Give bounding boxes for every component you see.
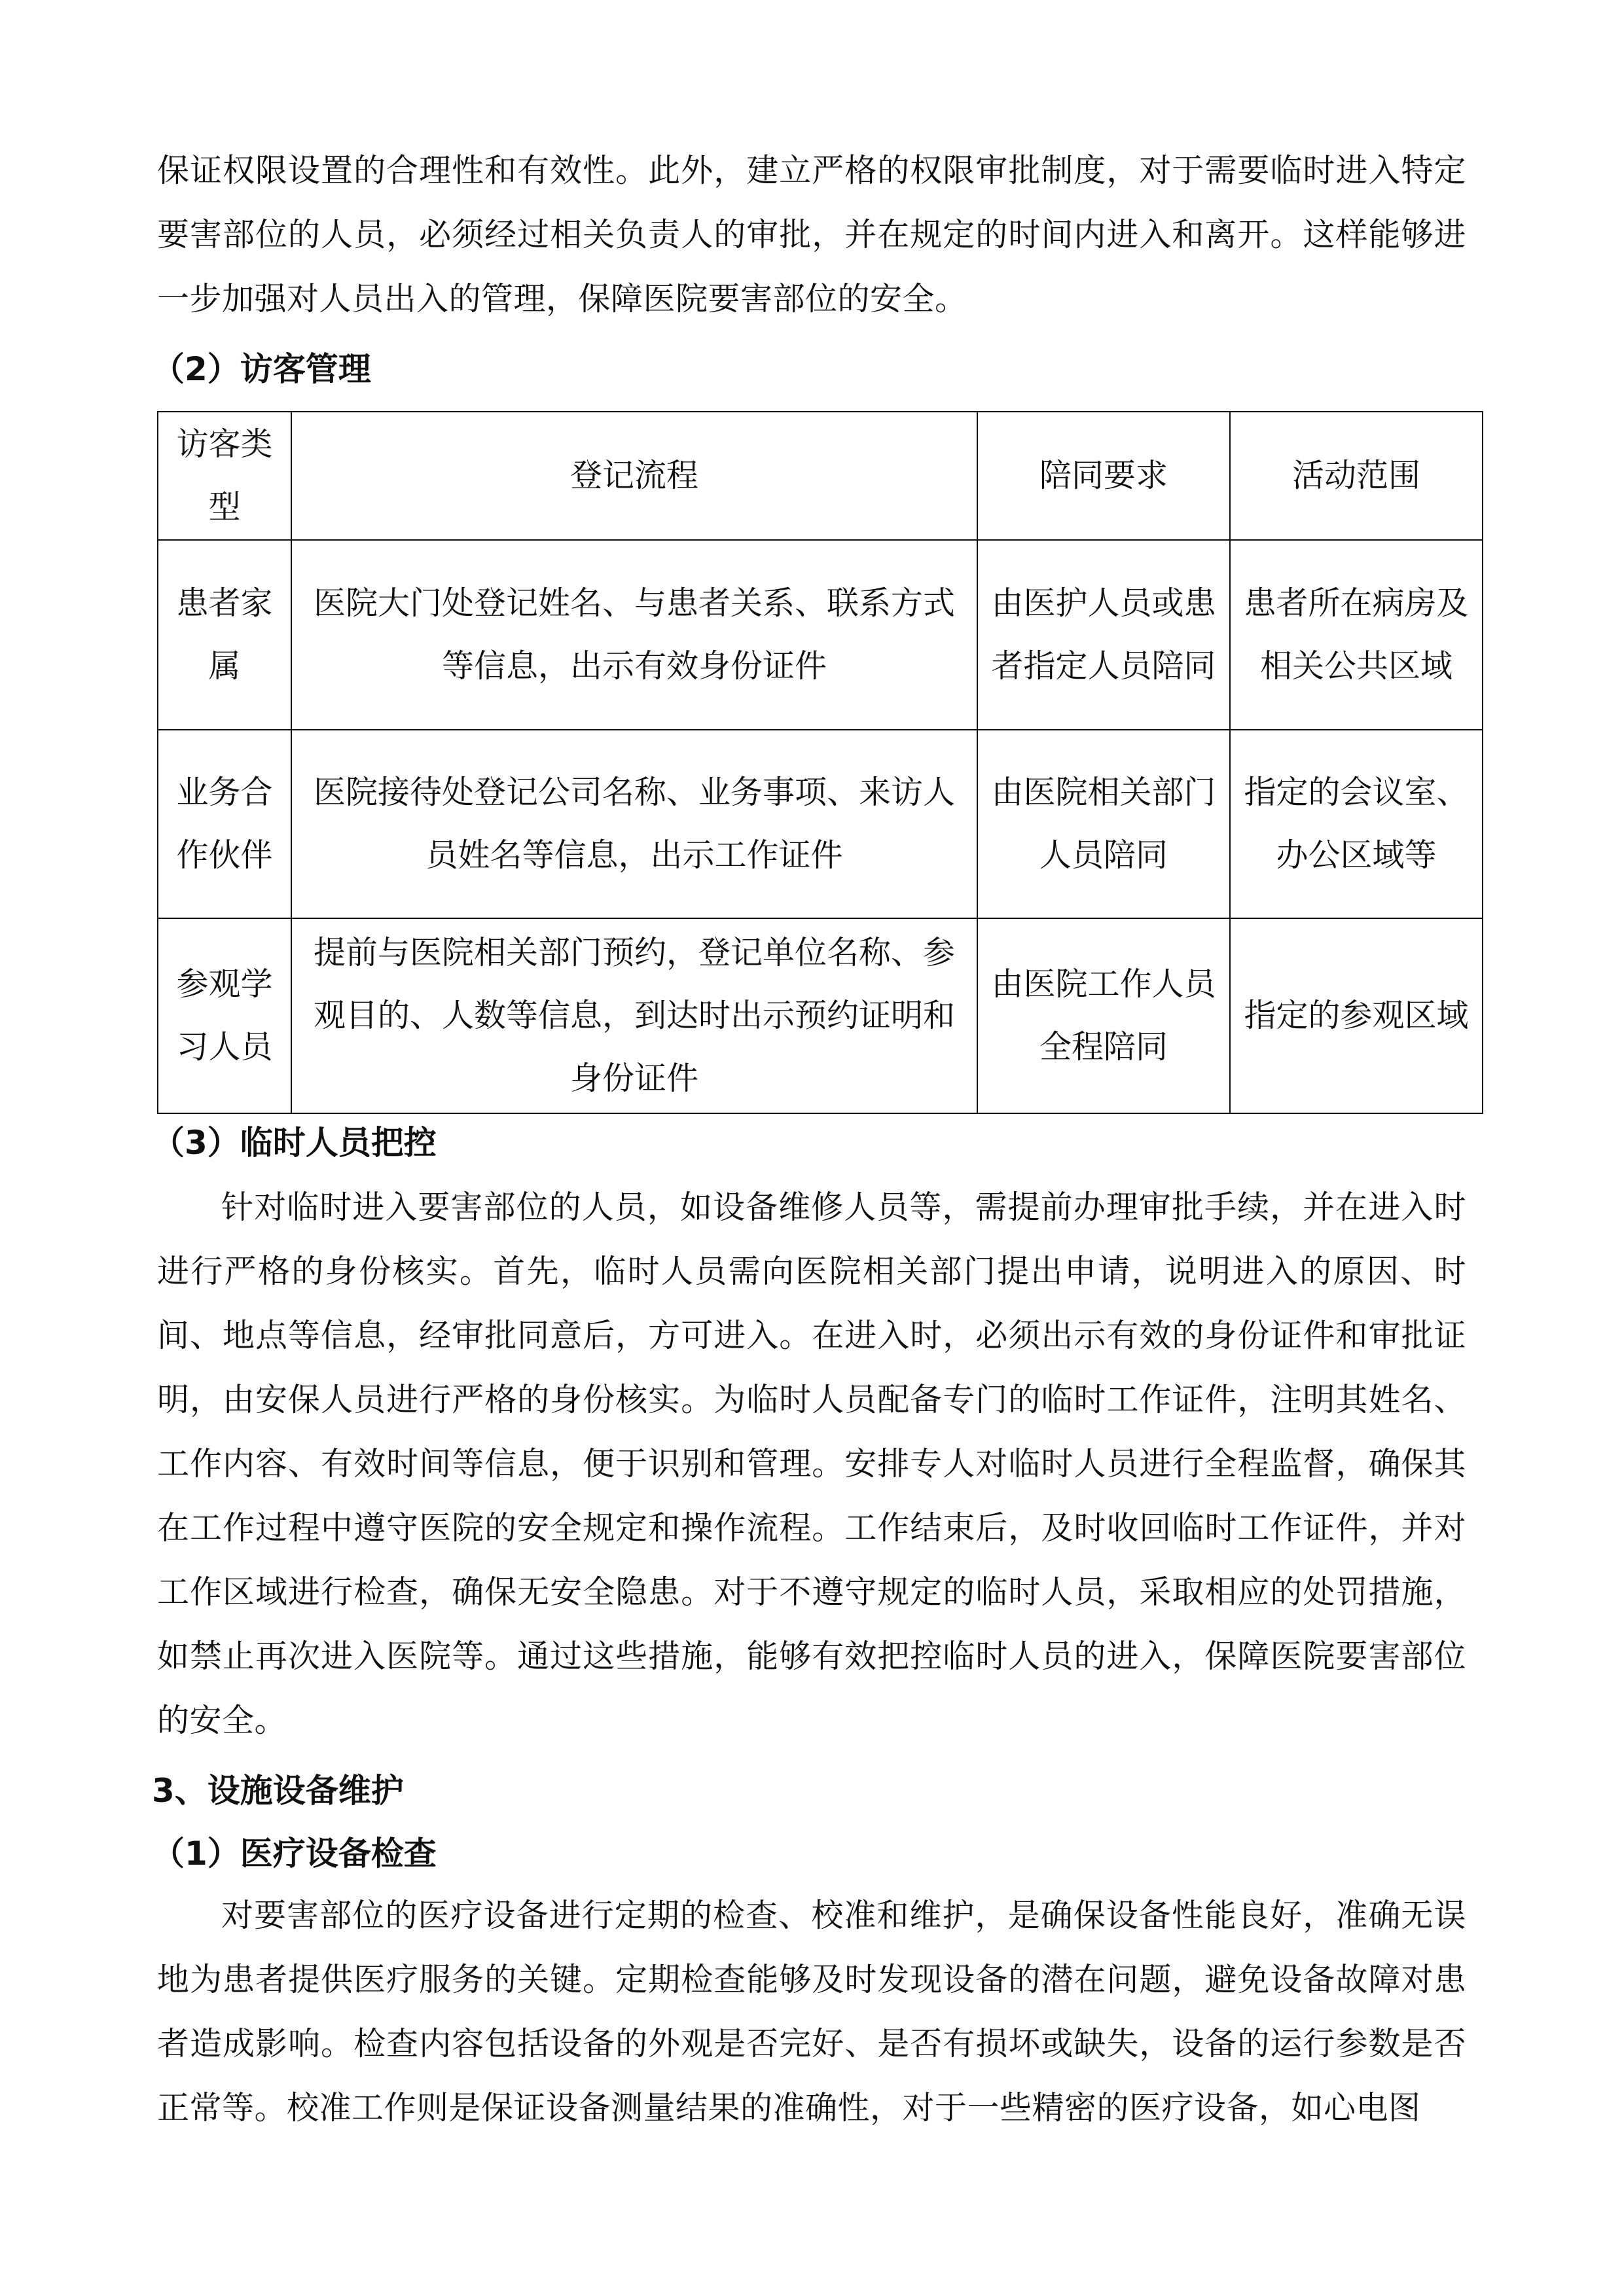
table-row: [158, 918, 1483, 1113]
medical-equipment-inspection-heading: （1）医疗设备检查: [152, 1835, 437, 1873]
visitor-management-heading: （2）访客管理: [152, 350, 371, 388]
facility-maintenance-heading: 3、设施设备维护: [152, 1772, 404, 1810]
registration-process-cell: 医院大门处登记姓名、与患者关系、联系方式等信息，出示有效身份证件: [291, 540, 977, 730]
visitor-type-cell: 参观学习人员: [158, 918, 291, 1113]
activity-scope-cell: 患者所在病房及相关公共区域: [1230, 540, 1483, 730]
visitor-type-cell: 患者家属: [158, 540, 291, 730]
medical-equipment-paragraph: 对要害部位的医疗设备进行定期的检查、校准和维护，是确保设备性能良好，准确无误地为患者提供医疗服务的关键。定期检查能够及时发现设备的潜在问题，避免设备故障对患者造成影响。检查内容包括设备的外观是否完好、是否有损坏或缺失，设备的运行参数是否正常等。校准工作则是保证设备测量结果的准确性，对于一些精密的医疗设备，如心电图: [157, 1897, 1466, 2126]
activity-scope-cell: 指定的参观区域: [1230, 918, 1483, 1113]
table-header-cell: 陪同要求: [977, 412, 1230, 540]
registration-process-cell: 提前与医院相关部门预约，登记单位名称、参观目的、人数等信息，到达时出示预约证明和身份证件: [291, 918, 977, 1113]
escort-requirement-cell: 由医院相关部门人员陪同: [977, 730, 1230, 918]
escort-requirement-cell: 由医护人员或患者指定人员陪同: [977, 540, 1230, 730]
table-row: [158, 730, 1483, 918]
temporary-personnel-paragraph: 针对临时进入要害部位的人员，如设备维修人员等，需提前办理审批手续，并在进入时进行严格的身份核实。首先，临时人员需向医院相关部门提出申请，说明进入的原因、时间、地点等信息，经审批同意后，方可进入。在进入时，必须出示有效的身份证件和审批证明，由安保人员进行严格的身份核实。为临时人员配备专门的临时工作证件，注明其姓名、工作内容、有效时间等信息，便于识别和管理。安排专人对临时人员进行全程监督，确保其在工作过程中遵守医院的安全规定和操作流程。工作结束后，及时收回临时工作证件，并对工作区域进行检查，确保无安全隐患。对于不遵守规定的临时人员，采取相应的处罚措施，如禁止再次进入医院等。通过这些措施，能够有效把控临时人员的进入，保障医院要害部位的安全。: [157, 1189, 1466, 1739]
registration-process-cell: 医院接待处登记公司名称、业务事项、来访人员姓名等信息，出示工作证件: [291, 730, 977, 918]
table-header-row: [158, 412, 1483, 540]
visitor-type-cell: 业务合作伙伴: [158, 730, 291, 918]
escort-requirement-cell: 由医院工作人员全程陪同: [977, 918, 1230, 1113]
temporary-personnel-heading: （3）临时人员把控: [152, 1124, 437, 1162]
activity-scope-cell: 指定的会议室、办公区域等: [1230, 730, 1483, 918]
table-header-cell: 活动范围: [1230, 412, 1483, 540]
table-header-cell: 登记流程: [291, 412, 977, 540]
intro-paragraph: 保证权限设置的合理性和有效性。此外，建立严格的权限审批制度，对于需要临时进入特定要害部位的人员，必须经过相关负责人的审批，并在规定的时间内进入和离开。这样能够进一步加强对人员出入的管理，保障医院要害部位的安全。: [157, 152, 1466, 317]
visitor-table: [157, 411, 1483, 1114]
table-row: [158, 540, 1483, 730]
table-header-cell: 访客类型: [158, 412, 291, 540]
